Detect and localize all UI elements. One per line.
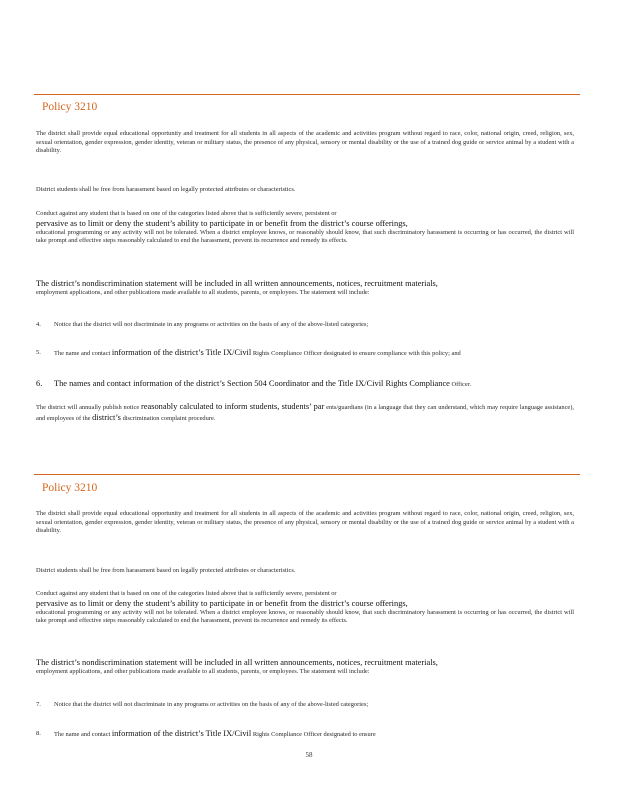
list-number: 5. [36,349,41,356]
paragraph-emphasis: The district’s nondiscrimination statement will be included in all written announcements, notices, recruitment materials, [36,658,438,667]
paragraph-equal-opportunity [36,510,574,536]
paragraph-text: The district shall provide equal educational opportunity and treatment for all students in all aspects of the academic and activities program without regard to race, color, national origin, creed, religion, sex, sexual orientation, gender expression, gender identity, veteran or military status, the presence of any physical, sensory or mental disability or the use of a trained dog guide or service animal by a student with a disability. [36,130,574,155]
list-text-emphasis: The names and contact information of the district’s Section 504 Coordinator and the Title IX/Civil Rights Compliance [54,379,450,388]
paragraph-harassment [36,186,574,195]
paragraph-statement [36,658,574,677]
text-part: discrimination complaint procedure. [122,414,216,422]
paragraph-text: educational programming or any activity will not be tolerated. When a district employee knows, or reasonably should know, that such discriminatory harassment is occurring or has occurred, the district will take prompt and effective steps reasonably calculated to end the harassment, prevent its recurrence and remedy its effects. [36,608,574,625]
list-item [36,348,574,358]
paragraph-text: Conduct against any student that is based on one of the categories listed above that is sufficiently severe, persistent or [36,210,337,217]
list-text-part: Rights Compliance Officer designated to ensure [252,731,376,738]
list-number: 8. [36,730,41,737]
paragraph-text: The district shall provide equal educational opportunity and treatment for all students in all aspects of the academic and activities program without regard to race, color, national origin, creed, religion, sex, sexual orientation, gender expression, gender identity, veteran or military status, the presence of any physical, sensory or mental disability or the use of a trained dog guide or service animal by a student with a disability. [36,510,574,535]
text-part: The district will annually publish notice [36,404,140,411]
paragraph-text: Conduct against any student that is based on one of the categories listed above that is sufficiently severe, persistent or [36,590,337,597]
page-number: 58 [305,751,313,759]
paragraph-text: employment applications, and other publications made available to all students, parents, or employees. The statement will include: [36,289,370,296]
paragraph-text [36,402,574,423]
paragraph-emphasis: pervasive as to limit or deny the student’s ability to participate in or benefit from the district’s course offerings, [36,598,408,608]
section-divider [34,474,580,475]
paragraph-emphasis: The district’s nondiscrimination statement will be included in all written announcements, notices, recruitment materials, [36,279,438,288]
text-part: ents/guardians (in a language that they can understand, which may require language assistance), and employees of the [36,404,574,422]
paragraph-text: District students shall be free from harassment based on legally protected attributes or characteristics. [36,567,296,574]
paragraph-harassment [36,567,574,576]
paragraph-conduct [36,210,574,246]
paragraph-text: employment applications, and other publications made available to all students, parents, or employees. The statement will include: [36,668,370,675]
policy-heading: Policy 3210 [42,482,98,494]
paragraph-text: educational programming or any activity will not be tolerated. When a district employee knows, or reasonably should know, that such discriminatory harassment is occurring or has occurred, the district will take prompt and effective steps reasonably calculated to end the harassment, prevent its recurrence and remedy its effects. [36,228,574,245]
list-item [36,320,574,329]
list-text-part: Officer. [451,381,472,388]
policy-heading: Policy 3210 [42,101,98,113]
paragraph-text: District students shall be free from harassment based on legally protected attributes or characteristics. [36,186,296,193]
list-text: Notice that the district will not discriminate in any programs or activities on the basis of any of the above-listed categories; [54,321,369,328]
paragraph-statement [36,279,574,298]
list-text-part: The name and contact [54,350,111,357]
list-item [36,700,574,709]
paragraph-equal-opportunity [36,130,574,156]
section-divider [34,94,580,95]
paragraph-conduct [36,590,574,626]
list-number: 6. [36,379,43,388]
text-emphasis: reasonably calculated to inform students, students’ par [141,402,325,411]
list-text [54,729,574,739]
list-text: Notice that the district will not discriminate in any programs or activities on the basis of any of the above-listed categories; [54,701,369,708]
list-item [36,729,574,739]
list-number: 7. [36,701,41,708]
list-text-part: The name and contact [54,731,111,738]
text-emphasis: district’s [92,412,121,422]
list-text-part: Rights Compliance Officer designated to ensure compliance with this policy; and [252,350,461,357]
list-item [36,379,574,389]
list-text [54,379,574,389]
list-text-emphasis: information of the district’s Title IX/Civil [111,348,252,357]
paragraph-annual-notice [36,402,574,423]
paragraph-emphasis: pervasive as to limit or deny the student’s ability to participate in or benefit from the district’s course offerings, [36,218,408,228]
list-number: 4. [36,321,41,328]
list-text-emphasis: information of the district’s Title IX/Civil [111,729,252,738]
list-text [54,348,574,358]
